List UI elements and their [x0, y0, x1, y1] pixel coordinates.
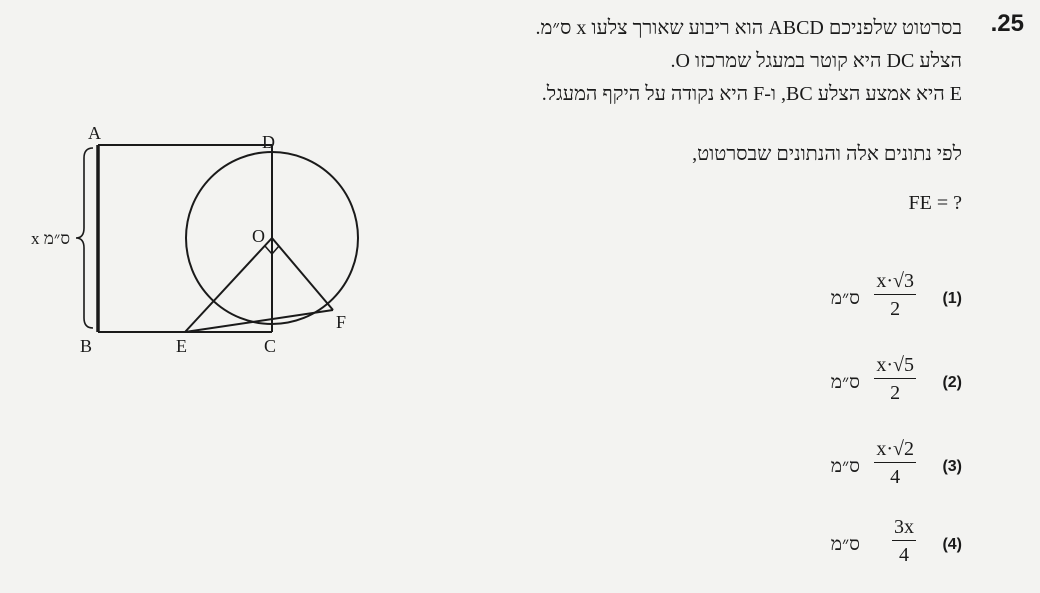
answer-option-3[interactable]	[702, 436, 962, 500]
answer-option-2[interactable]	[702, 352, 962, 416]
option-number: (3)	[942, 458, 962, 475]
segment-EF	[185, 310, 333, 332]
option-unit: ס״מ	[830, 534, 860, 555]
segment-OF	[272, 238, 333, 310]
label-A: A	[88, 123, 101, 143]
label-D: D	[262, 132, 275, 152]
option-fraction	[874, 436, 916, 491]
label-O: O	[252, 226, 265, 246]
option-unit: ס״מ	[830, 288, 860, 309]
option-numerator: x·√2	[876, 438, 914, 460]
option-denominator: 4	[890, 466, 901, 488]
stem-line-3: E היא אמצע הצלע BC, ו-F היא נקודה על היקף המעגל.	[541, 83, 962, 105]
geometry-figure	[0, 0, 380, 380]
question-prompt: לפי נתונים אלה והנתונים שבסרטוט,	[692, 143, 962, 165]
option-fraction	[892, 514, 916, 569]
option-numerator: x·√3	[876, 270, 914, 292]
label-E: E	[176, 336, 187, 356]
answer-option-4[interactable]	[702, 514, 962, 578]
question-ask: FE = ?	[908, 192, 962, 214]
option-number: (4)	[942, 536, 962, 553]
option-unit: ס״מ	[830, 372, 860, 393]
label-C: C	[264, 336, 277, 356]
stem-line-2: הצלע DC היא קוטר במעגל שמרכזו O.	[670, 50, 962, 72]
option-fraction	[874, 268, 916, 323]
stem-line-1: בסרטוט שלפניכם ABCD הוא ריבוע שאורך צלעו x ס״מ.	[535, 17, 962, 39]
option-numerator: 3x	[894, 516, 914, 538]
question-number: .25	[990, 10, 1024, 37]
label-B: B	[80, 336, 93, 356]
option-fraction	[874, 352, 916, 407]
option-denominator: 2	[890, 382, 901, 404]
option-number: (2)	[942, 374, 962, 391]
label-F: F	[336, 312, 347, 332]
option-denominator: 4	[899, 544, 909, 566]
option-number: (1)	[942, 290, 962, 307]
option-denominator: 2	[890, 298, 901, 320]
question-stem	[362, 12, 962, 111]
side-brace	[76, 148, 93, 328]
segment-OE	[185, 238, 272, 332]
option-unit: ס״מ	[830, 456, 860, 477]
answer-option-1[interactable]	[702, 268, 962, 332]
side-length-label: x ס״מ	[31, 229, 70, 248]
option-numerator: x·√5	[876, 354, 914, 376]
